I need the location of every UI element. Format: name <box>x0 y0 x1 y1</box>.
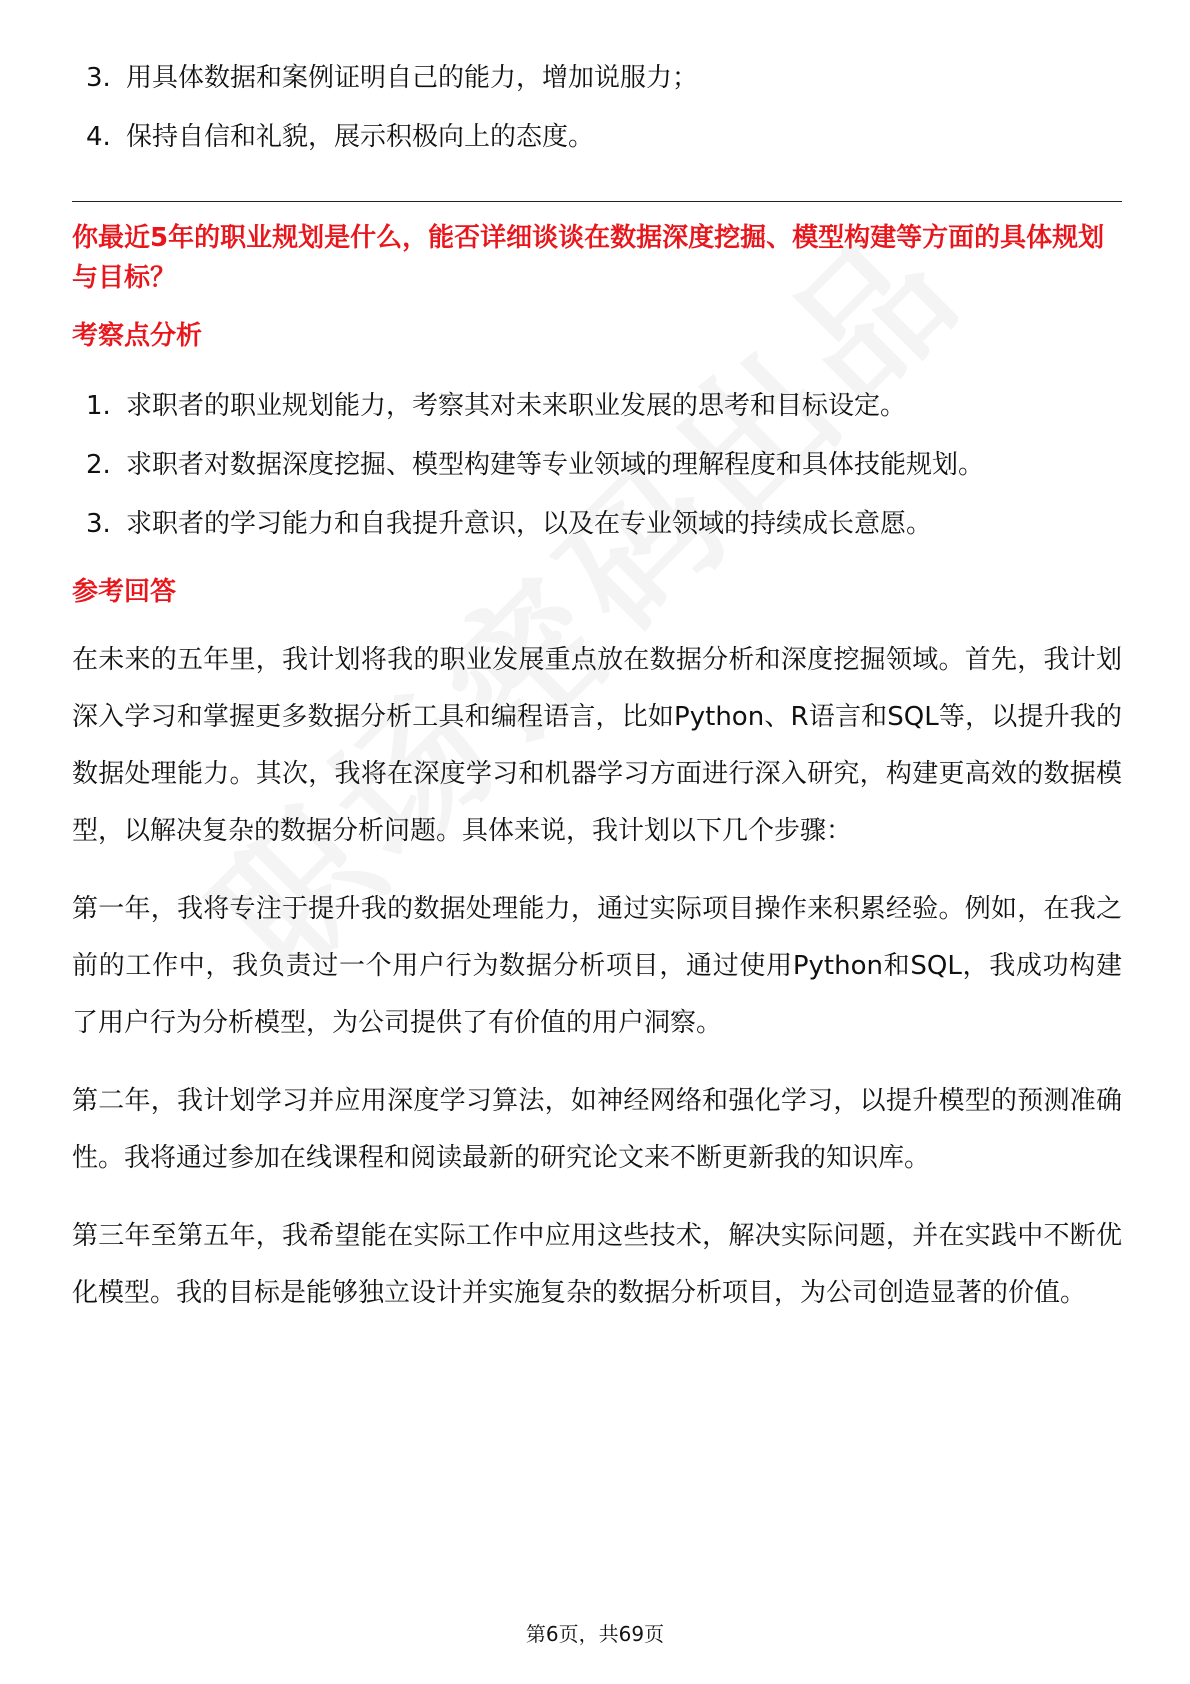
answer-heading: 参考回答 <box>72 577 177 607</box>
page-footer: 第6页，共69页 <box>525 1622 665 1646</box>
list-item <box>72 445 1122 485</box>
list-item <box>72 504 1122 544</box>
answer-paragraph: 第三年至第五年，我希望能在实际工作中应用这些技术，解决实际问题，并在实践中不断优化模型。我的目标是能够独立设计并实施复杂的数据分析项目，为公司创造显著的价值。 <box>72 1221 1122 1308</box>
answer-paragraph: 第一年，我将专注于提升我的数据处理能力，通过实际项目操作来积累经验。例如，在我之前的工作中，我负责过一个用户行为数据分析项目，通过使用Python和SQL，我成功构建了用户行为分析模型，为公司提供了有价值的用户洞察。 <box>72 894 1122 1038</box>
question-title: 你最近5年的职业规划是什么，能否详细谈谈在数据深度挖掘、模型构建等方面的具体规划与目标？ <box>72 223 1105 293</box>
list-number: 2. <box>86 450 111 480</box>
analysis-list <box>72 386 1122 544</box>
list-number: 4. <box>86 122 111 152</box>
list-text: 保持自信和礼貌，展示积极向上的态度。 <box>126 122 595 152</box>
list-number: 3. <box>86 63 111 93</box>
list-text: 用具体数据和案例证明自己的能力，增加说服力； <box>126 63 699 93</box>
list-text: 求职者的职业规划能力，考察其对未来职业发展的思考和目标设定。 <box>126 391 907 421</box>
document-body <box>72 58 1122 1343</box>
list-item <box>72 386 1122 426</box>
list-text: 求职者对数据深度挖掘、模型构建等专业领域的理解程度和具体技能规划。 <box>126 450 985 480</box>
section-divider <box>72 201 1122 202</box>
analysis-heading: 考察点分析 <box>72 321 203 351</box>
list-item <box>72 117 1122 157</box>
top-list <box>72 58 1122 157</box>
answer-paragraph: 第二年，我计划学习并应用深度学习算法，如神经网络和强化学习，以提升模型的预测准确性。我将通过参加在线课程和阅读最新的研究论文来不断更新我的知识库。 <box>72 1086 1122 1173</box>
list-item <box>72 58 1122 98</box>
list-number: 1. <box>86 391 111 421</box>
list-text: 求职者的学习能力和自我提升意识，以及在专业领域的持续成长意愿。 <box>126 509 933 539</box>
list-number: 3. <box>86 509 111 539</box>
answer-paragraph: 在未来的五年里，我计划将我的职业发展重点放在数据分析和深度挖掘领域。首先，我计划深入学习和掌握更多数据分析工具和编程语言，比如Python、R语言和SQL等，以提升我的数据处理能力。其次，我将在深度学习和机器学习方面进行深入研究，构建更高效的数据模型，以解决复杂的数据分析问题。具体来说，我计划以下几个步骤： <box>72 645 1122 846</box>
